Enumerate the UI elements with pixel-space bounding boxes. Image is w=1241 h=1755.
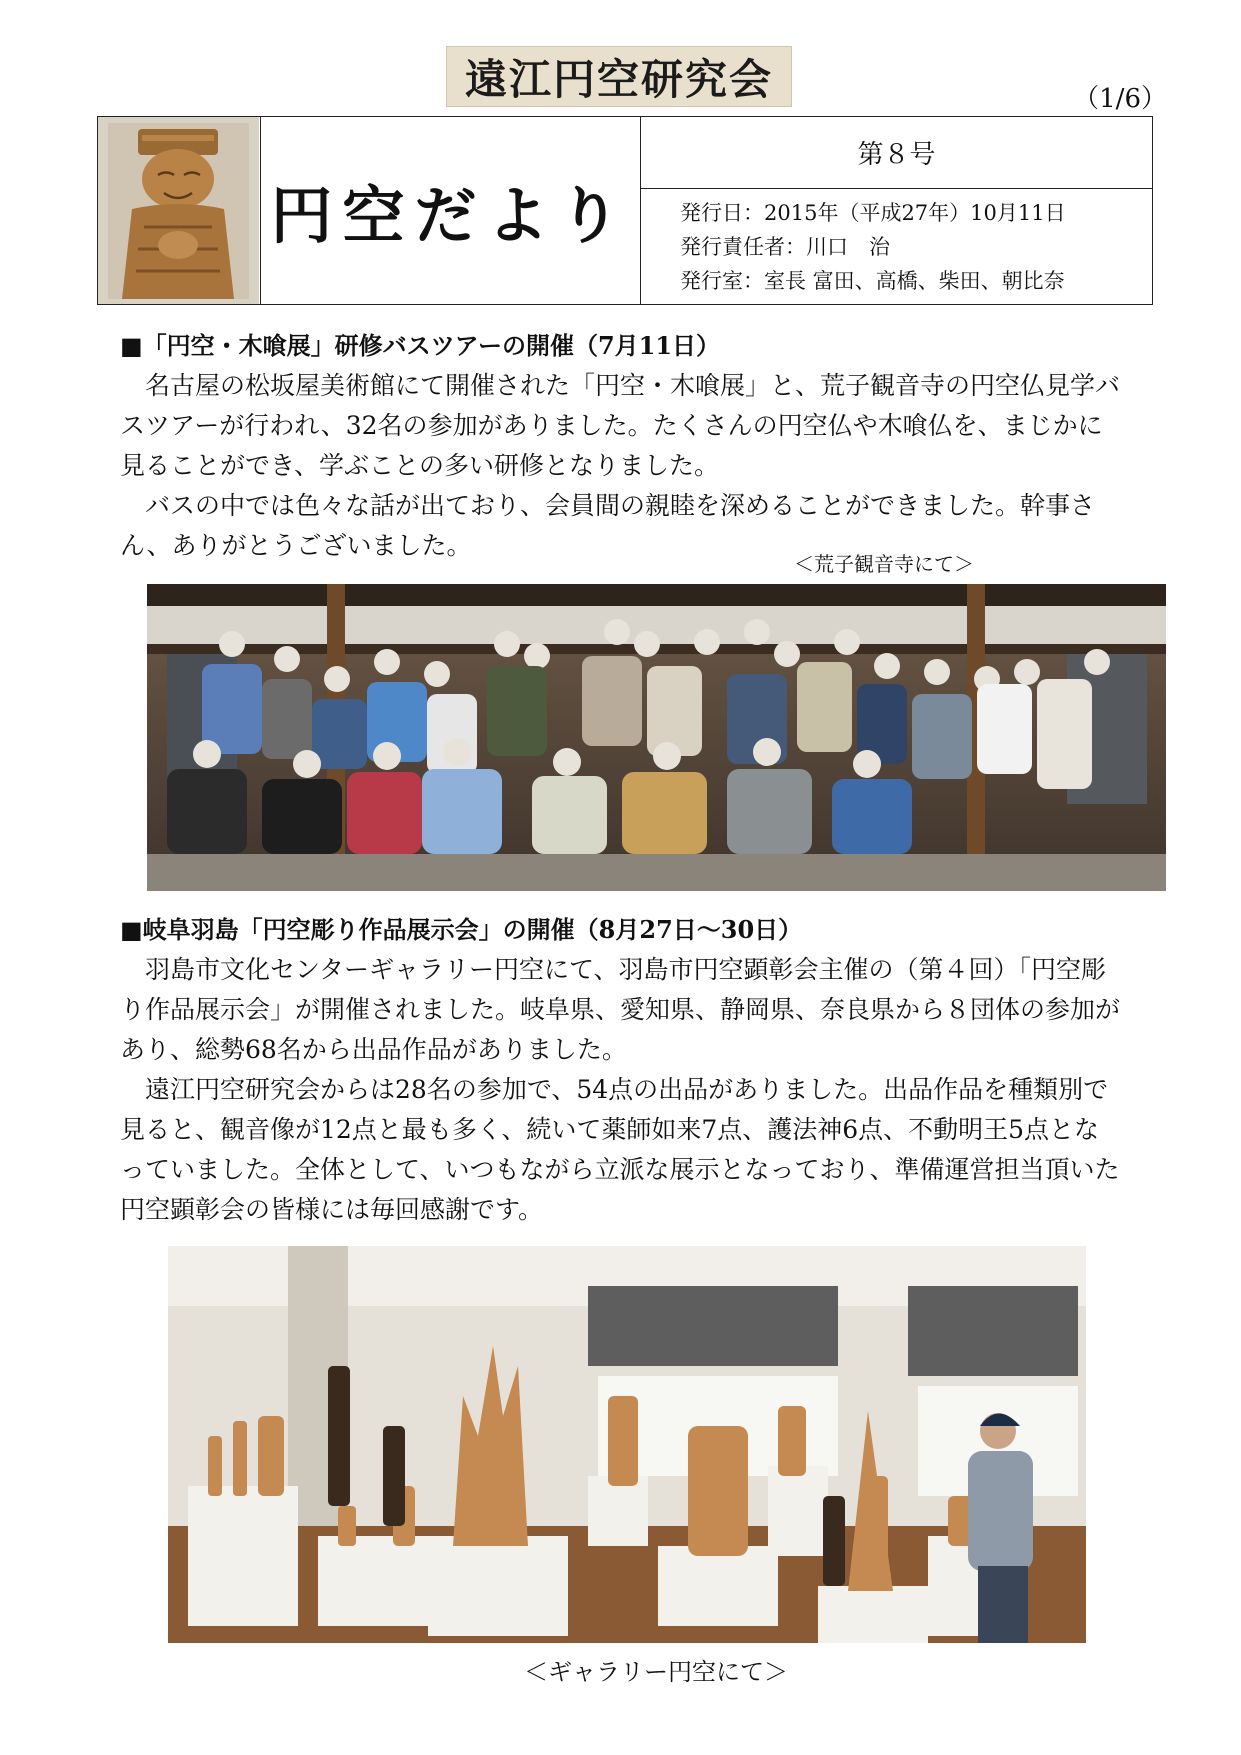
section2-heading: ■岐阜羽島「円空彫り作品展示会」の開催（8月27日～30日） xyxy=(120,915,803,944)
carved-buddha-image xyxy=(98,117,259,304)
group-photo-image xyxy=(147,584,1166,891)
newsletter-title-cell xyxy=(261,117,641,304)
publication-info xyxy=(680,196,1066,298)
society-logo-text: 遠江円空研究会 xyxy=(464,54,773,104)
section1-paragraph-2: バスの中では色々な話が出ており、会員間の親睦を深めることができました。幹事さん、ありがとうございました。 xyxy=(120,491,1096,560)
issue-date: 発行日：2015年（平成27年）10月11日 xyxy=(680,201,1066,225)
section1-paragraph-1: 名古屋の松坂屋美術館にて開催された「円空・木喰展」と、荒子観音寺の円空仏見学バスツアーが行われ、32名の参加がありました。たくさんの円空仏や木喰仏を、まじかに見ることができ、学ぶことの多い研修となりました。 xyxy=(120,371,1121,480)
society-logo xyxy=(446,46,792,107)
publisher: 発行責任者：川口 治 xyxy=(680,235,890,259)
page-number: （1/6） xyxy=(1073,84,1167,114)
group-photo-arako-kannon xyxy=(147,584,1166,891)
buddha-statue-photo xyxy=(98,117,261,304)
section1-heading: ■「円空・木喰展」研修バスツアーの開催（7月11日） xyxy=(120,331,721,360)
masthead xyxy=(97,116,1153,305)
section2-photo-caption: ＜ギャラリー円空にて＞ xyxy=(524,1658,788,1686)
gallery-photo-exhibition xyxy=(168,1246,1086,1643)
publishing-office: 発行室：室長 富田、高橋、柴田、朝比奈 xyxy=(680,269,1065,293)
newsletter-title: 円空だより xyxy=(270,179,631,252)
section2-paragraph-2: 遠江円空研究会からは28名の参加で、54点の出品がありました。出品作品を種類別で見ると、観音像が12点と最も多く、続いて薬師如来7点、護法神6点、不動明王5点となっていました。全体として、いつもながら立派な展示となっており、準備運営担当頂いた円空顕彰会の皆様には毎回感謝です。 xyxy=(120,1075,1120,1224)
section2-paragraph-1: 羽島市文化センターギャラリー円空にて、羽島市円空顕彰会主催の（第４回）「円空彫り作品展示会」が開催されました。岐阜県、愛知県、静岡県、奈良県から８団体の参加があり、総勢68名から出品作品がありました。 xyxy=(120,955,1121,1064)
issue-number: 第８号 xyxy=(641,117,1152,189)
gallery-photo-image xyxy=(168,1246,1086,1643)
section1-photo-caption: ＜荒子観音寺にて＞ xyxy=(794,552,974,576)
